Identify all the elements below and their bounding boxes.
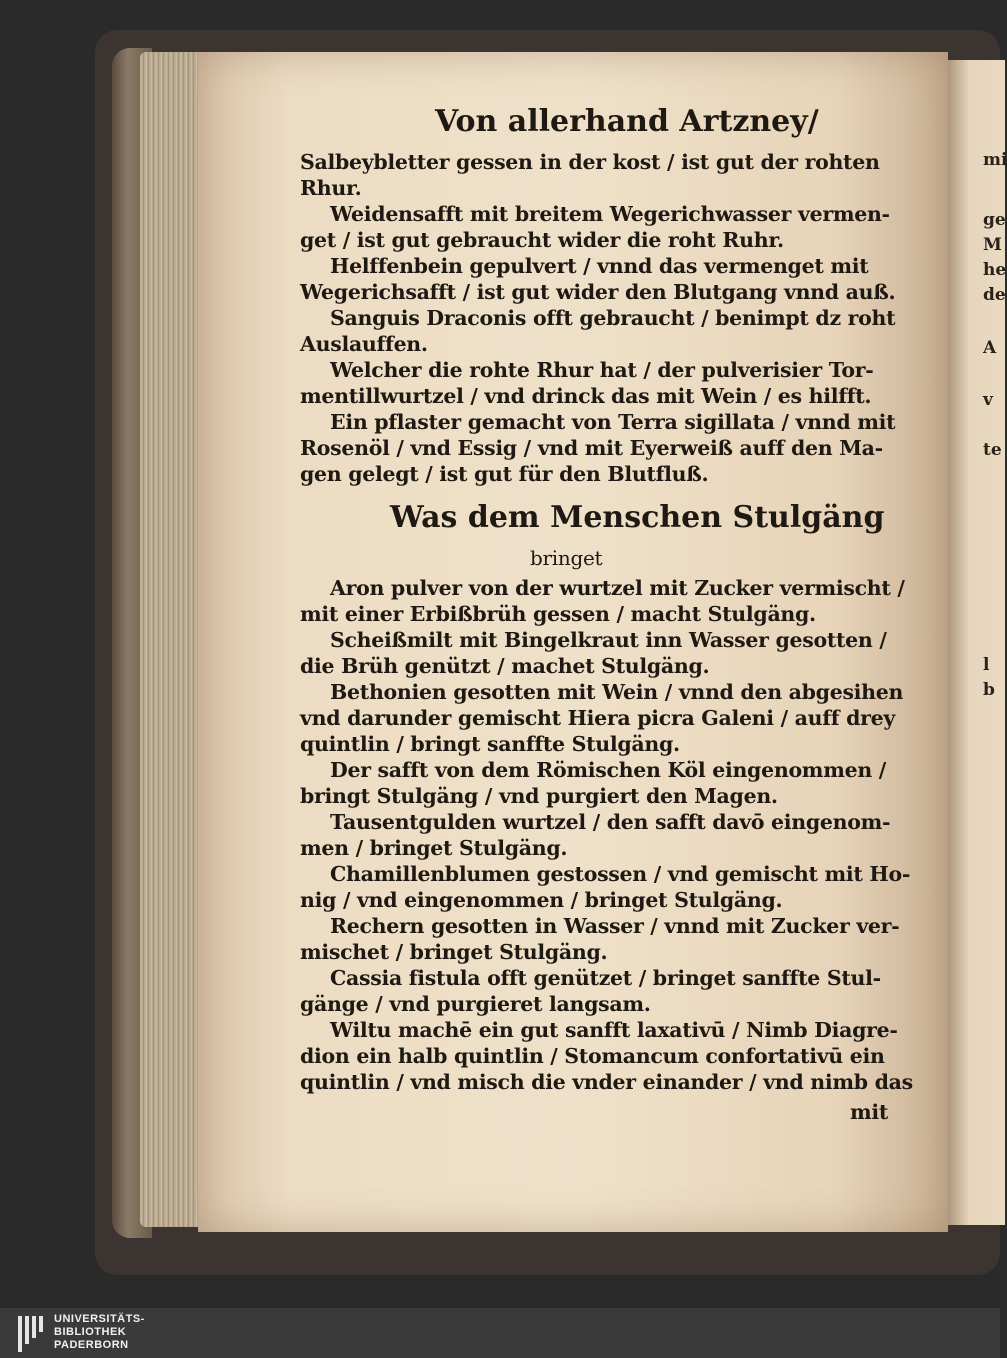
- text-line: Der safft von dem Römischen Köl eingenommen /: [330, 758, 886, 782]
- text-line: Rechern gesotten in Wasser / vnnd mit Zucker ver-: [330, 914, 900, 938]
- facing-page-fragment: b: [983, 680, 995, 700]
- text-line: gen gelegt / ist gut für den Blutfluß.: [300, 462, 709, 486]
- section-heading: Von allerhand Artzney/: [435, 104, 819, 139]
- facing-page-fragment: l: [983, 655, 990, 675]
- text-line: Ein pflaster gemacht von Terra sigillata / vnnd mit: [330, 410, 896, 434]
- text-line: Bethonien gesotten mit Wein / vnnd den abgesihen: [330, 680, 904, 704]
- facing-page-fragment: de: [983, 285, 1006, 305]
- text-line: Aron pulver von der wurtzel mit Zucker vermischt /: [330, 576, 905, 600]
- library-name-line: BIBLIOTHEK: [54, 1326, 127, 1338]
- text-line: Weidensafft mit breitem Wegerichwasser vermen-: [330, 202, 890, 226]
- text-line: quintlin / bringt sanffte Stulgäng.: [300, 732, 680, 756]
- text-line: dion ein halb quintlin / Stomancum confortativū ein: [300, 1044, 885, 1068]
- text-line: Sanguis Draconis offt gebraucht / benimpt dz roht: [330, 306, 896, 330]
- text-line: Auslauffen.: [300, 332, 428, 356]
- facing-page-fragment: mi: [983, 150, 1007, 170]
- facing-page-fragment: A: [983, 338, 997, 358]
- text-line: Wegerichsafft / ist gut wider den Blutgang vnnd auß.: [300, 280, 896, 304]
- text-line: Cassia fistula offt genützet / bringet sanffte Stul-: [330, 966, 881, 990]
- section-heading: Was dem Menschen Stulgäng: [390, 500, 885, 535]
- facing-page-fragment: he: [983, 260, 1007, 280]
- text-line: Chamillenblumen gestossen / vnd gemischt mit Ho-: [330, 862, 911, 886]
- text-line: Tausentgulden wurtzel / den safft davō eingenom-: [330, 810, 891, 834]
- text-line: nig / vnd eingenommen / bringet Stulgäng.: [300, 888, 783, 912]
- library-name-line: UNIVERSITÄTS-: [54, 1313, 145, 1325]
- text-line: Rosenöl / vnd Essig / vnd mit Eyerweiß auff den Ma-: [300, 436, 883, 460]
- facing-page-fragment: v: [983, 390, 993, 410]
- text-line: quintlin / vnd misch die vnder einander / vnd nimb das: [300, 1070, 913, 1094]
- text-line: bringt Stulgäng / vnd purgiert den Magen.: [300, 784, 778, 808]
- text-line: mit einer Erbißbrüh gessen / macht Stulgäng.: [300, 602, 816, 626]
- text-line: Welcher die rohte Rhur hat / der pulverisier Tor-: [330, 358, 874, 382]
- facing-page-fragment: te: [983, 440, 1002, 460]
- facing-page-edge: [945, 60, 1005, 1225]
- text-line: Helffenbein gepulvert / vnnd das vermenget mit: [330, 254, 869, 278]
- facing-page-fragment: ge: [983, 210, 1006, 230]
- section-subheading: bringet: [530, 546, 603, 570]
- text-line: die Brüh genützt / machet Stulgäng.: [300, 654, 710, 678]
- text-line: Rhur.: [300, 176, 362, 200]
- facing-page-fragment: M: [983, 235, 1002, 255]
- text-line: men / bringet Stulgäng.: [300, 836, 568, 860]
- catchword: mit: [850, 1100, 889, 1124]
- library-logo-icon: [18, 1316, 48, 1352]
- text-line: vnd darunder gemischt Hiera picra Galeni / auff drey: [300, 706, 895, 730]
- text-line: mischet / bringet Stulgäng.: [300, 940, 608, 964]
- text-line: Wiltu machē ein gut sanfft laxativū / Nimb Diagre-: [330, 1018, 898, 1042]
- text-line: get / ist gut gebraucht wider die roht Ruhr.: [300, 228, 784, 252]
- text-line: Scheißmilt mit Bingelkraut inn Wasser gesotten /: [330, 628, 887, 652]
- text-line: Salbeybletter gessen in der kost / ist gut der rohten: [300, 150, 880, 174]
- text-line: mentillwurtzel / vnd drinck das mit Wein / es hilfft.: [300, 384, 872, 408]
- library-name: [54, 1313, 145, 1352]
- text-line: gänge / vnd purgieret langsam.: [300, 992, 651, 1016]
- library-name-line: PADERBORN: [54, 1339, 129, 1351]
- library-footer: [0, 1308, 1000, 1358]
